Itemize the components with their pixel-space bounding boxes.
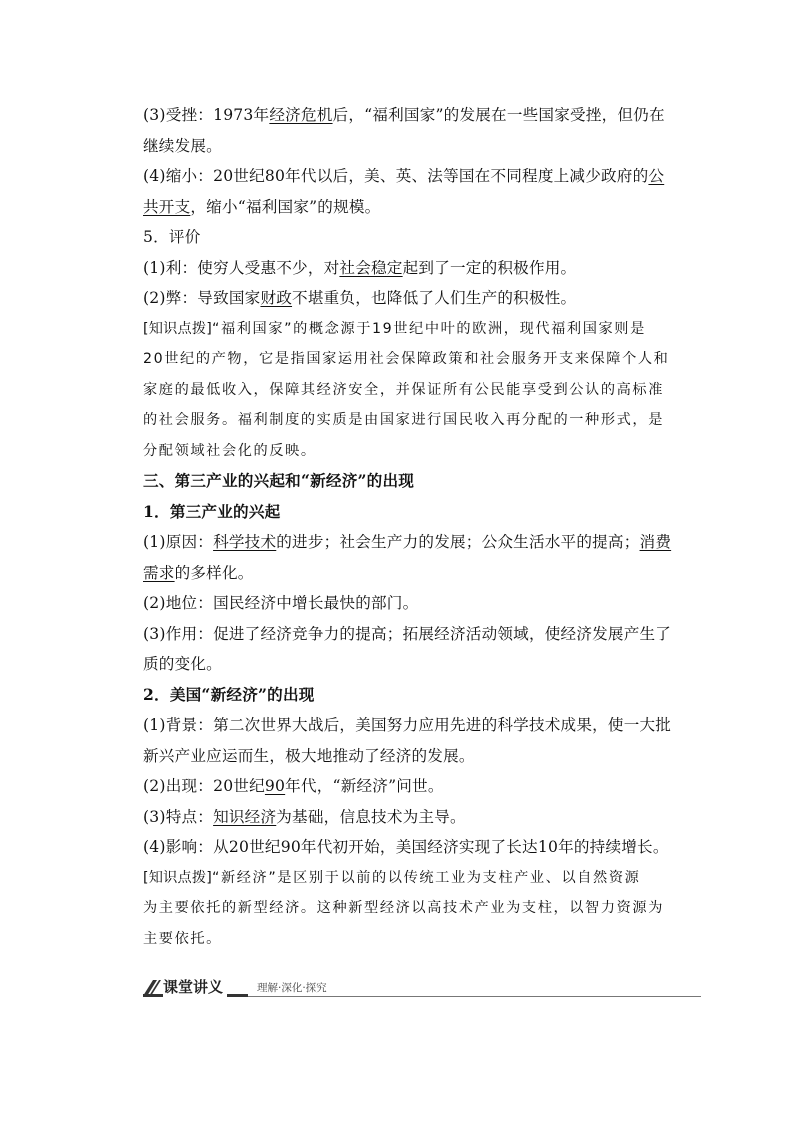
paragraph-line: 质的变化。 [143,655,222,673]
banner-title: 课堂讲义 [163,976,227,997]
blank-answer: 90 [264,777,286,795]
blank-answer: 财政 [260,289,293,307]
blank-answer: 社会稳定 [339,258,403,277]
paragraph-line: (4)影响：从20世纪90年代初开始，美国经济实现了长达10年的持续增长。 [143,838,669,856]
document-body [143,100,683,954]
knowledge-tip-line: 为主要依托的新型经济。这种新型经济以高技术产业为支柱，以智力资源为 [143,900,664,916]
tip-tag: [知识点拨] [143,320,213,337]
paragraph-line: (2)地位：国民经济中增长最快的部门。 [143,594,419,612]
paragraph-line: (1)利：使穷人受惠不少，对社会稳定起到了一定的积极作用。 [143,258,577,277]
paragraph-line: (3)特点：知识经济为基础，信息技术为主导。 [143,807,466,826]
blank-answer: 需求 [143,563,175,582]
subsection-heading: 2．美国“新经济”的出现 [143,684,315,704]
paragraph-line: (2)弊：导致国家财政不堪重负，也降低了人们生产的积极性。 [143,289,577,307]
section-heading: 三、第三产业的兴起和“新经济”的出现 [143,471,415,490]
knowledge-tip-line: 主要依托。 [143,930,222,947]
blank-answer: 知识经济 [213,807,277,826]
paragraph-line: (3)作用：促进了经济竞争力的提高；拓展经济活动领域，使经济发展产生了 [143,624,672,643]
paragraph-line: 共开支，缩小“福利国家”的规模。 [143,197,381,216]
knowledge-tip-line: 分配领域社会化的反映。 [143,442,317,459]
paragraph-line: (1)背景：第二次世界大战后，美国努力应用先进的科学技术成果，使一大批 [143,716,672,734]
section-banner [143,976,701,1000]
knowledge-tip-line: 的社会服务。福利制度的实质是由国家进行国民收入再分配的一种形式，是 [143,412,664,428]
banner-subtitle: 理解·深化·探究 [257,980,331,995]
blank-answer: 科学技术 [213,533,277,551]
paragraph-line: 新兴产业应运而生，极大地推动了经济的发展。 [143,746,475,765]
blank-answer: 经济危机 [269,106,333,124]
subsection-heading: 1．第三产业的兴起 [143,501,281,521]
knowledge-tip-line: 20世纪的产物，它是指国家运用社会保障政策和社会服务开支来保障个人和 [143,351,670,367]
paragraph-line: 继续发展。 [143,136,222,155]
section-marker-icon [143,980,161,996]
knowledge-tip: [知识点拨]“福利国家”的概念源于19世纪中叶的欧洲，现代福利国家则是 [143,320,646,337]
paragraph-line: 需求的多样化。 [143,563,254,582]
paragraph-line: (3)受挫：1973年经济危机后，“福利国家”的发展在一些国家受挫，但仍在 [143,106,665,124]
blank-answer: 消费 [639,533,672,551]
subheading: 5．评价 [143,228,201,246]
paragraph-line: (1)原因：科学技术的进步；社会生产力的发展；公众生活水平的提高；消费 [143,533,672,551]
knowledge-tip-line: 家庭的最低收入，保障其经济安全，并保证所有公民能享受到公认的高标准 [143,381,664,398]
blank-answer: 公 [648,167,665,185]
paragraph-line: (4)缩小：20世纪80年代以后，美、英、法等国在不同程度上减少政府的公 [143,167,665,185]
knowledge-tip: [知识点拨]“新经济”是区别于以前的以传统工业为支柱产业、以自然资源 [143,869,641,886]
paragraph-line: (2)出现：20世纪90年代，“新经济”问世。 [143,777,444,795]
tip-tag: [知识点拨] [143,869,213,886]
blank-answer: 共开支 [143,197,191,216]
